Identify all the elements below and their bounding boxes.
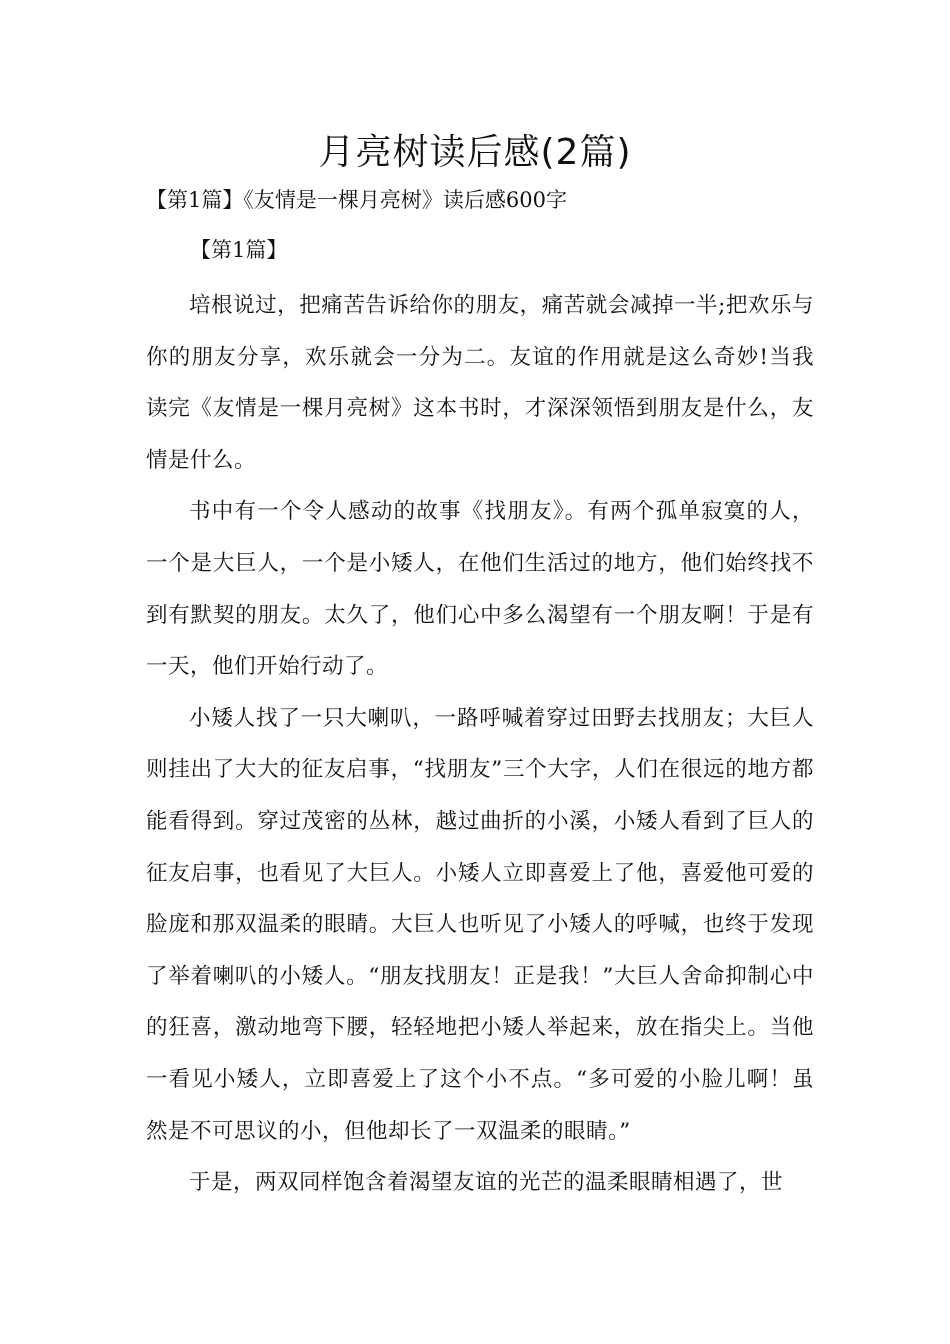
paragraph: 小矮人找了一只大喇叭，一路呼喊着穿过田野去找朋友；大巨人则挂出了大大的征友启事，“找朋友”三个大字，人们在很远的地方都能看得到。穿过茂密的丛林，越过曲折的小溪，小矮人看到了巨人的征友启事，也看见了大巨人。小矮人立即喜爱上了他，喜爱他可爱的脸庞和那双温柔的眼睛。大巨人也听见了小矮人的呼喊，也终于发现了举着喇叭的小矮人。“朋友找朋友！正是我！”大巨人舍命抑制心中的狂喜，激动地弯下腰，轻轻地把小矮人举起来，放在指尖上。当他一看见小矮人，立即喜爱上了这个小不点。“多可爱的小脸儿啊！虽然是不可思议的小，但他却长了一双温柔的眼睛。” bbox=[146, 705, 814, 1144]
paragraph: 于是，两双同样饱含着渴望友谊的光芒的温柔眼睛相遇了，世 bbox=[189, 1170, 784, 1196]
document-title: 月亮树读后感(2篇) bbox=[318, 132, 632, 173]
article-body bbox=[146, 280, 814, 1209]
section-label: 【第1篇】 bbox=[190, 238, 288, 262]
paragraph: 书中有一个令人感动的故事《找朋友》。有两个孤单寂寞的人，一个是大巨人，一个是小矮人，在他们生活过的地方，他们始终找不到有默契的朋友。太久了，他们心中多么渴望有一个朋友啊！于是有一天，他们开始行动了。 bbox=[146, 499, 814, 680]
article-subtitle: 【第1篇】《友情是一棵月亮树》读后感600字 bbox=[146, 188, 567, 212]
paragraph: 培根说过，把痛苦告诉给你的朋友，痛苦就会减掉一半;把欢乐与你的朋友分享，欢乐就会一分为二。友谊的作用就是这么奇妙!当我读完《友情是一棵月亮树》这本书时，才深深领悟到朋友是什么，友情是什么。 bbox=[146, 293, 814, 473]
